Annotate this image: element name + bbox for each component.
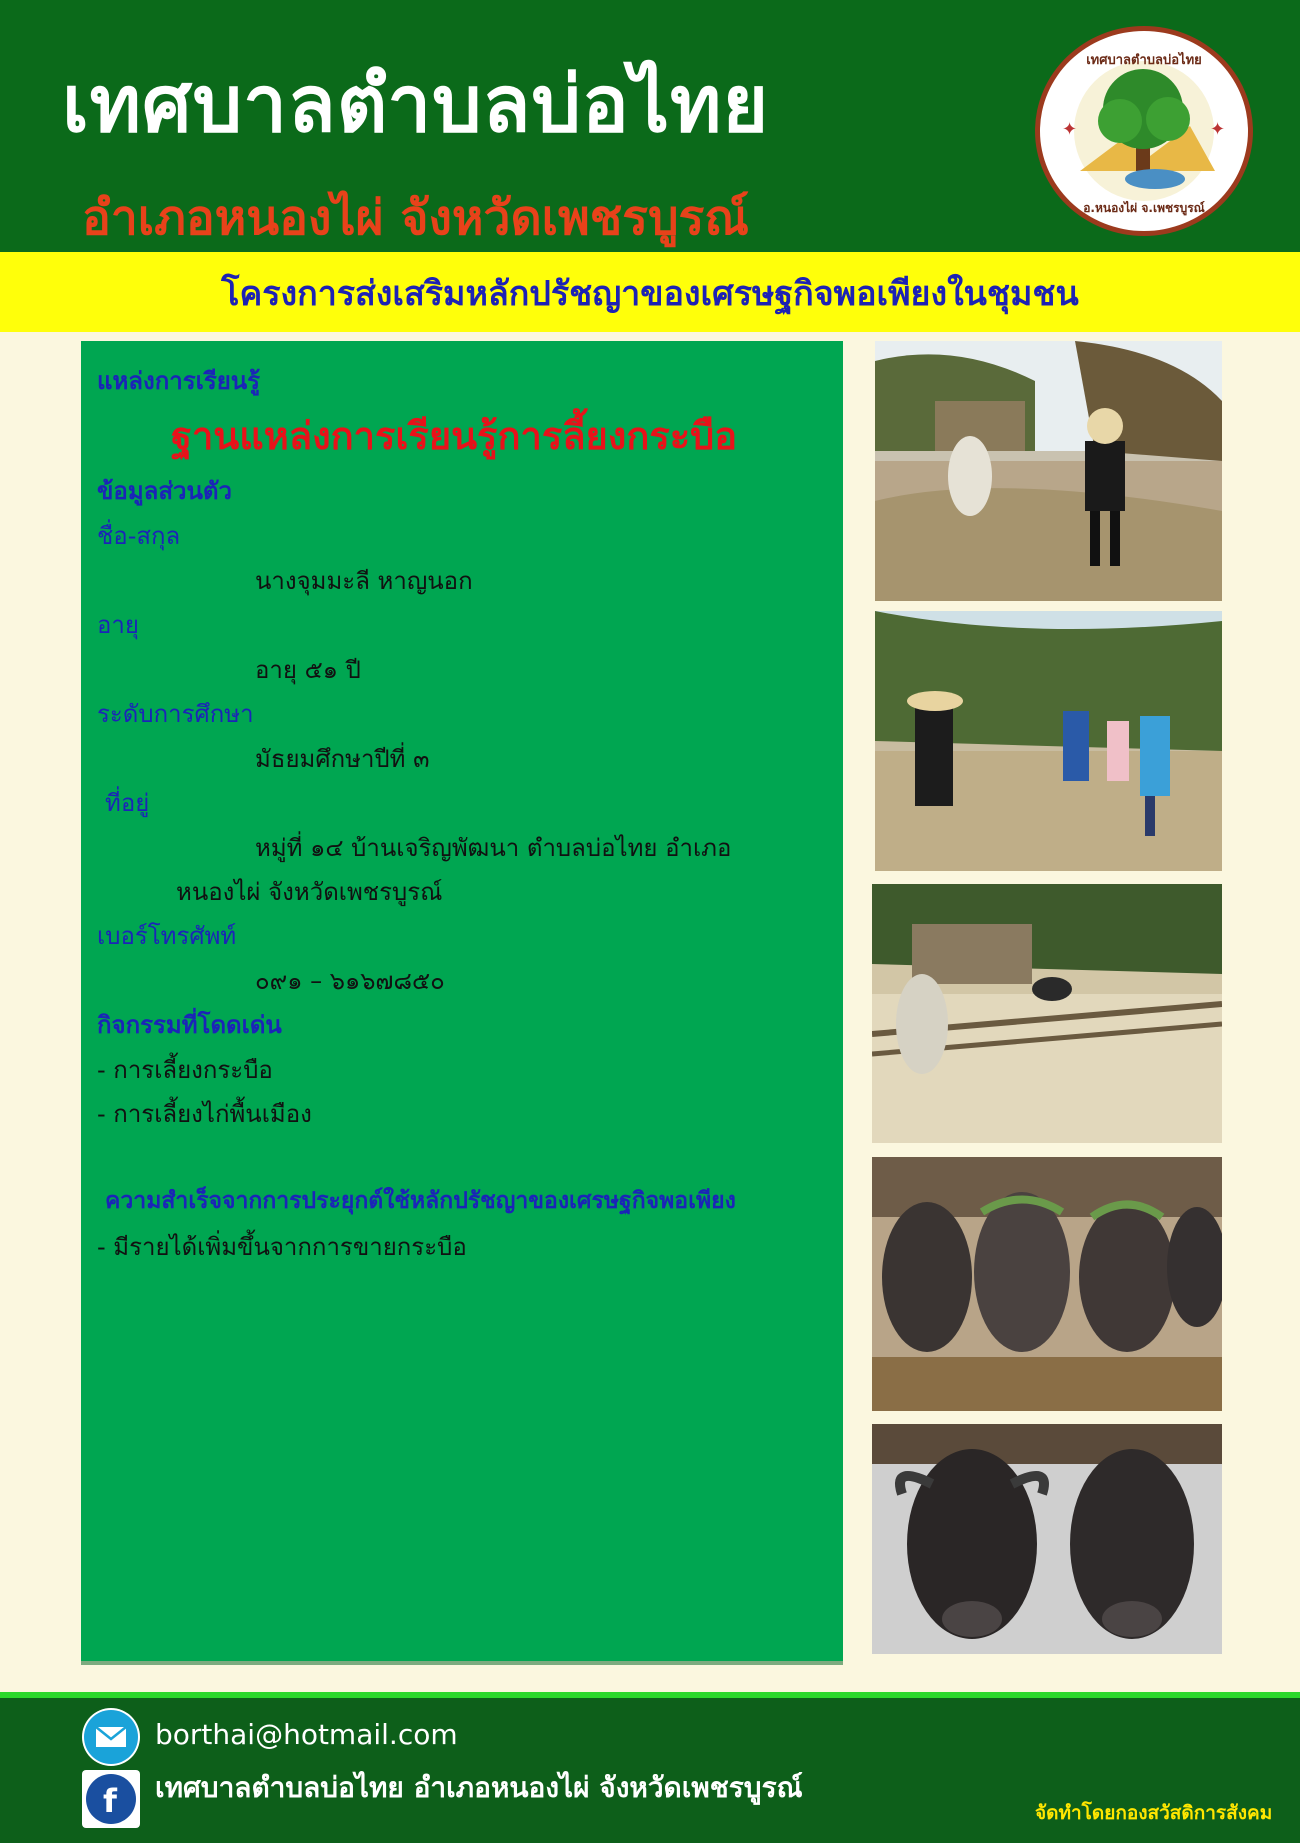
- address-line-2: หนองไผ่ จังหวัดเพชรบูรณ์: [176, 878, 443, 906]
- age-value: อายุ ๕๑ ปี: [255, 656, 361, 684]
- facebook-page-name[interactable]: เทศบาลตำบลบ่อไทย อำเภอหนองไผ่ จังหวัดเพชรบูรณ์: [155, 1771, 803, 1804]
- learning-center-heading: ฐานแหล่งการเรียนรู้การลี้ยงกระบือ: [171, 414, 738, 458]
- mail-icon: [82, 1708, 140, 1766]
- svg-text:✦: ✦: [1210, 119, 1226, 140]
- education-label: ระดับการศึกษา: [97, 700, 254, 728]
- phone-value: ๐๙๑ – ๖๑๖๗๘๕๐: [255, 967, 445, 995]
- address-label: ที่อยู่: [105, 789, 150, 817]
- seal-bottom-text: อ.หนองไผ่ จ.เพชรบูรณ์: [1083, 201, 1205, 215]
- personal-info-label: ข้อมูลส่วนตัว: [97, 477, 232, 505]
- photo-buffalo-closeup: [872, 1424, 1222, 1654]
- contact-email[interactable]: borthai@hotmail.com: [155, 1718, 458, 1751]
- success-item: - มีรายได้เพิ่มขึ้นจากการขายกระบือ: [97, 1233, 467, 1261]
- section-label: แหล่งการเรียนรู้: [97, 367, 261, 395]
- municipality-seal-logo: [1035, 26, 1253, 236]
- activities-label: กิจกรรมที่โดดเด่น: [97, 1011, 282, 1039]
- svg-text:f: f: [103, 1782, 117, 1820]
- header: [0, 0, 1300, 252]
- activity-item: - การเลี้ยงไก่พื้นเมือง: [97, 1100, 312, 1128]
- address-line-1: หมู่ที่ ๑๔ บ้านเจริญพัฒนา ตำบลบ่อไทย อำเภอ: [255, 834, 732, 862]
- success-label: ความสำเร็จจากการประยุกต์ใช้หลักปรัชญาของเศรษฐกิจพอเพียง: [105, 1188, 736, 1214]
- page-title: เทศบาลตำบลบ่อไทย: [62, 60, 770, 150]
- activity-item: - การเลี้ยงกระบือ: [97, 1056, 273, 1084]
- facebook-icon: [82, 1770, 140, 1828]
- project-title: โครงการส่งเสริมหลักปรัชญาของเศรษฐกิจพอเพียงในชุมชน: [221, 274, 1079, 314]
- name-label: ชื่อ-สกุล: [97, 522, 181, 550]
- project-banner: [0, 252, 1300, 332]
- credit-text: จัดทำโดยกองสวัสดิการสังคม: [1035, 1802, 1273, 1824]
- name-value: นางจุมมะลี หาญนอก: [255, 567, 473, 595]
- photo-buffalo-pen: [872, 884, 1222, 1143]
- info-panel: [81, 341, 843, 1665]
- footer: [0, 1692, 1300, 1843]
- page-subtitle: อำเภอหนองไผ่ จังหวัดเพชรบูรณ์: [82, 190, 749, 246]
- education-value: มัธยมศึกษาปีที่ ๓: [255, 745, 430, 773]
- photo-farm-yard-woman: [875, 341, 1222, 601]
- photo-buffalo-herd: [872, 1157, 1222, 1411]
- seal-top-text: เทศบาลตำบลบ่อไทย: [1086, 53, 1202, 68]
- phone-label: เบอร์โทรศัพท์: [97, 922, 237, 950]
- photo-visitors-at-farm: [875, 611, 1222, 871]
- age-label: อายุ: [97, 611, 139, 639]
- svg-text:✦: ✦: [1062, 119, 1078, 140]
